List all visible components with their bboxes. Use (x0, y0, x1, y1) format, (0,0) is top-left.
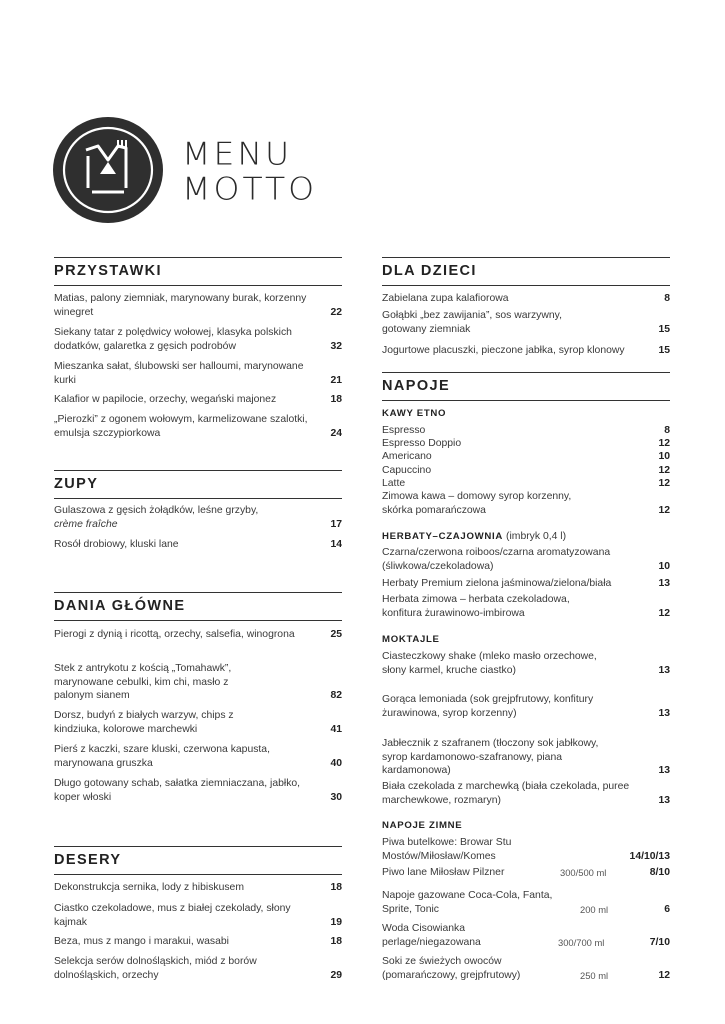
item-price: 14/10/13 (629, 850, 670, 862)
item-price: 14 (330, 539, 342, 550)
menu-item (382, 577, 670, 591)
menu-item (382, 836, 670, 863)
item-price: 12 (658, 478, 670, 489)
item-price: 41 (330, 723, 342, 735)
item-description: Piwa butelkowe: Browar Stu Mostów/Miłosław/Komes (382, 837, 512, 862)
right-column (382, 0, 670, 1024)
menu-item (54, 662, 342, 703)
section-przystawki-header (54, 257, 342, 286)
item-description: Herbata zimowa – herbata czekoladowa, konfitura żurawinowo-imbirowa (382, 594, 570, 619)
menu-item (54, 292, 342, 319)
item-description: „Pierozki” z ogonem wołowym, karmelizowane szalotki, emulsja szczypiorkowa (54, 414, 308, 439)
item-description: Pierś z kaczki, szare kluski, czerwona kapusta, marynowana gruszka (54, 744, 270, 769)
item-description: Herbaty Premium zielona jaśminowa/zielona/biała (382, 578, 612, 589)
item-description: Americano (382, 451, 432, 462)
item-volume: 200 ml (580, 903, 609, 915)
item-description: Zabielana zupa kalafiorowa (382, 293, 509, 304)
menu-item (54, 955, 342, 982)
menu-item (54, 935, 342, 949)
subsection-herbaty-title: HERBATY–CZAJOWNIA (imbryk 0,4 l) (382, 531, 567, 542)
menu-item (54, 628, 342, 642)
menu-item (382, 437, 670, 451)
menu-item (382, 546, 670, 573)
item-price: 25 (330, 629, 342, 640)
item-description: Piwo lane Miłosław Pilzner (382, 867, 505, 878)
item-price: 13 (658, 765, 670, 776)
menu-item (54, 743, 342, 770)
item-description: Beza, mus z mango i marakui, wasabi (54, 936, 229, 947)
item-price: 18 (330, 882, 342, 893)
menu-item (54, 360, 342, 387)
menu-item (54, 881, 342, 895)
section-title: PRZYSTAWKI (54, 263, 162, 279)
item-description: Długo gotowany schab, sałatka ziemniaczana, jabłko, koper włoski (54, 778, 301, 803)
menu-item (382, 780, 670, 807)
item-price: 22 (330, 306, 342, 318)
item-price: 13 (658, 707, 670, 719)
menu-item (382, 955, 670, 982)
item-price: 29 (330, 969, 342, 981)
menu-item (54, 326, 342, 353)
item-price: 8/10 (649, 867, 670, 878)
section-dla-dzieci-header (382, 257, 670, 286)
item-price: 18 (330, 394, 342, 405)
item-description: Siekany tatar z polędwicy wołowej, klasyka polskich dodatków, galaretka z gęsich podrobów (54, 327, 292, 352)
item-price: 10 (658, 560, 670, 572)
menu-item (54, 538, 342, 552)
item-price: 13 (658, 794, 670, 806)
section-title: DESERY (54, 852, 122, 868)
item-price: 17 (330, 518, 342, 530)
item-price: 12 (658, 504, 670, 516)
menu-item (382, 450, 670, 464)
item-description: Dorsz, budyń z białych warzyw, chips z kindziuka, kolorowe marchewki (54, 710, 234, 735)
item-description: Jabłecznik z szafranem (tłoczony sok jabłkowy, syrop kardamonowo-szafranowy, piana kardamonowa) (382, 738, 599, 776)
item-price: 13 (658, 578, 670, 589)
item-price: 21 (330, 374, 342, 386)
item-description: Capuccino (382, 465, 432, 476)
item-volume: 300/500 ml (560, 867, 607, 878)
item-description: Gołąbki „bez zawijania”, sos warzywny, gotowany ziemniak (382, 310, 562, 335)
item-price: 19 (330, 916, 342, 928)
item-description: Pierogi z dynią i ricottą, orzechy, salsefia, winogrona (54, 629, 295, 640)
section-title: DANIA GŁÓWNE (54, 598, 186, 614)
item-price: 30 (330, 791, 342, 803)
item-price: 6 (664, 903, 670, 915)
subsection-napoje-zimne-title: NAPOJE ZIMNE (382, 820, 463, 831)
item-description: Matias, palony ziemniak, marynowany burak, korzenny winegret (54, 293, 307, 318)
section-title: DLA DZIECI (382, 263, 477, 279)
item-price: 40 (330, 757, 342, 769)
section-napoje-header (382, 372, 670, 401)
item-description: Soki ze świeżych owoców (pomarańczowy, grejpfrutowy) (382, 956, 521, 981)
menu-item (382, 593, 670, 620)
menu-item (382, 650, 670, 677)
item-price: 18 (330, 936, 342, 947)
item-description: Rosół drobiowy, kluski lane (54, 539, 179, 550)
item-description: Jogurtowe placuszki, pieczone jabłka, syrop klonowy (382, 345, 625, 356)
item-description-italic: crème fraîche (54, 518, 118, 530)
subsection-note: (imbryk 0,4 l) (506, 531, 567, 542)
item-volume: 250 ml (580, 969, 609, 981)
subsection-moktajle-title: MOKTAJLE (382, 634, 440, 645)
menu-item (382, 490, 670, 517)
item-description: Stek z antrykotu z kością „Tomahawk”, marynowane cebulki, kim chi, masło z palonym sianem (54, 663, 232, 701)
item-price: 24 (330, 427, 342, 439)
logo-wordmark-line1: MENU (182, 134, 293, 173)
section-desery-header (54, 846, 342, 875)
item-price: 15 (658, 345, 670, 356)
menu-item (382, 889, 670, 916)
menu-item (382, 693, 670, 720)
menu-item (382, 477, 670, 491)
item-price: 7/10 (649, 936, 670, 948)
item-description: Czarna/czerwona roiboos/czarna aromatyzowana (śliwkowa/czekoladowa) (382, 547, 611, 572)
item-price: 12 (658, 969, 670, 981)
menu-item (382, 309, 670, 336)
section-dania-header (54, 592, 342, 621)
item-description: Espresso Doppio (382, 438, 462, 449)
item-price: 8 (664, 293, 670, 304)
item-price: 15 (658, 323, 670, 335)
menu-item (382, 922, 670, 949)
menu-item (382, 292, 670, 306)
item-description: Ciasteczkowy shake (mleko masło orzechowe, słony karmel, kruche ciastko) (382, 651, 597, 676)
item-price: 12 (658, 465, 670, 476)
menu-item (382, 464, 670, 478)
item-description: Mieszanka sałat, ślubowski ser halloumi, marynowane kurki (54, 361, 304, 386)
menu-item (54, 709, 342, 736)
item-description: Biała czekolada z marchewką (biała czekolada, puree marchewkowe, rozmaryn) (382, 781, 630, 806)
item-description: Dekonstrukcja sernika, lody z hibiskusem (54, 882, 244, 893)
item-description: Selekcja serów dolnośląskich, miód z borów dolnośląskich, orzechy (54, 956, 257, 981)
item-description: Gulaszowa z gęsich żołądków, leśne grzyby, (54, 505, 259, 516)
item-price: 13 (658, 664, 670, 676)
item-description: Woda Cisowianka perlage/niegazowana (382, 923, 481, 948)
menu-item (382, 344, 670, 358)
item-description: Espresso (382, 425, 426, 436)
menu-item (54, 413, 342, 440)
item-description: Napoje gazowane Coca-Cola, Fanta, Sprite, Tonic (382, 890, 553, 915)
item-description: Kalafior w papilocie, orzechy, wegański majonez (54, 394, 277, 405)
item-description: Latte (382, 478, 406, 489)
item-description: Ciastko czekoladowe, mus z białej czekolady, słony kajmak (54, 903, 291, 928)
menu-item (382, 737, 670, 778)
menu-item (54, 902, 342, 929)
item-price: 82 (330, 690, 342, 701)
menu-item (54, 393, 342, 407)
item-volume: 300/700 ml (558, 936, 605, 948)
item-price: 8 (664, 425, 670, 436)
item-description: Zimowa kawa – domowy syrop korzenny, skórka pomarańczowa (382, 491, 572, 516)
item-price: 12 (658, 438, 670, 449)
logo-wordmark-line2: MOTTO (182, 169, 318, 208)
menu-item (382, 866, 670, 880)
left-column (54, 0, 342, 1024)
menu-item (54, 504, 342, 531)
menu-item (382, 424, 670, 438)
section-title: NAPOJE (382, 378, 451, 394)
section-zupy-header (54, 470, 342, 499)
section-title: ZUPY (54, 476, 99, 492)
subsection-kawy-title: KAWY ETNO (382, 408, 447, 419)
menu-item (54, 777, 342, 804)
item-price: 10 (658, 451, 670, 462)
item-price: 32 (330, 340, 342, 352)
item-price: 12 (658, 607, 670, 619)
item-description: Gorąca lemoniada (sok grejpfrutowy, konfitury żurawinowa, syrop korzenny) (382, 694, 594, 719)
